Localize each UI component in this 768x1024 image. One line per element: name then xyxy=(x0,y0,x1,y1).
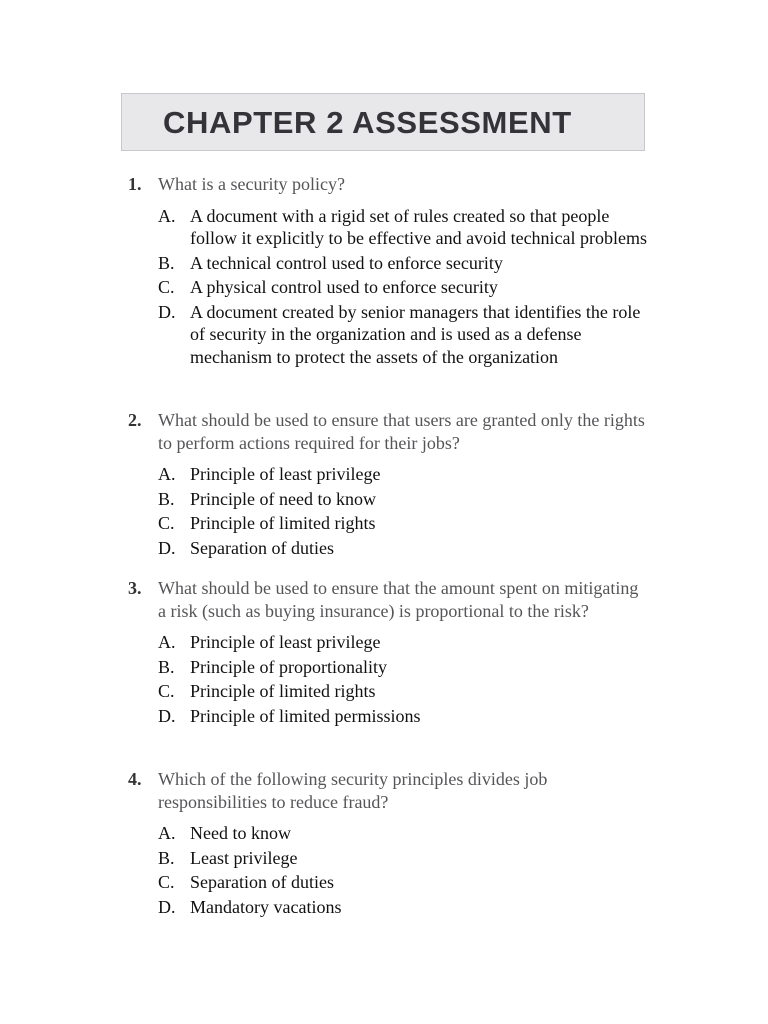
option-letter: A. xyxy=(158,205,176,226)
answer-option-b xyxy=(128,488,648,511)
answer-option-b xyxy=(128,847,648,870)
question-stem xyxy=(128,173,648,196)
question-2 xyxy=(128,409,648,561)
option-text: A technical control used to enforce security xyxy=(190,252,503,273)
option-letter: C. xyxy=(158,513,175,533)
option-text: Mandatory vacations xyxy=(190,896,342,917)
option-text: Principle of least privilege xyxy=(190,632,381,652)
answer-option-a xyxy=(128,463,648,486)
chapter-title-banner xyxy=(121,93,645,151)
answer-option-c xyxy=(128,276,648,299)
option-letter: B. xyxy=(158,252,175,273)
answer-options xyxy=(128,205,648,369)
answer-option-c xyxy=(128,512,648,535)
answer-option-c xyxy=(128,871,648,894)
option-text: A document with a rigid set of rules created so that people follow it explicitly to be effective and avoid technical problems xyxy=(190,205,648,248)
question-number: 4. xyxy=(128,769,142,789)
answer-option-a xyxy=(128,631,648,654)
answer-option-d xyxy=(128,896,648,919)
option-text: A physical control used to enforce security xyxy=(190,277,498,297)
answer-option-b xyxy=(128,656,648,679)
answer-option-b xyxy=(128,252,648,275)
question-number: 1. xyxy=(128,174,142,194)
option-letter: C. xyxy=(158,872,175,892)
question-4 xyxy=(128,768,648,920)
option-text: Least privilege xyxy=(190,847,298,868)
question-text: What is a security policy? xyxy=(158,174,345,194)
question-3 xyxy=(128,577,648,729)
option-letter: C. xyxy=(158,277,175,297)
answer-option-a xyxy=(128,205,648,250)
answer-option-a xyxy=(128,822,648,845)
answer-option-d xyxy=(128,301,648,369)
option-letter: A. xyxy=(158,823,176,843)
option-letter: B. xyxy=(158,488,175,509)
option-text: Principle of limited rights xyxy=(190,681,376,701)
question-stem xyxy=(128,577,648,622)
option-letter: A. xyxy=(158,632,176,652)
option-text: Principle of least privilege xyxy=(190,464,381,484)
option-letter: C. xyxy=(158,681,175,701)
question-number: 2. xyxy=(128,410,142,430)
answer-option-d xyxy=(128,537,648,560)
option-text: Principle of need to know xyxy=(190,488,376,509)
question-text: What should be used to ensure that users are granted only the rights to perform actions required for their jobs? xyxy=(158,410,645,453)
option-letter: B. xyxy=(158,847,175,868)
option-text: Principle of limited rights xyxy=(190,513,376,533)
question-text: Which of the following security principles divides job responsibilities to reduce fraud? xyxy=(158,769,548,812)
option-text: Principle of limited permissions xyxy=(190,705,421,726)
answer-options xyxy=(128,631,648,727)
option-letter: D. xyxy=(158,301,176,322)
option-letter: D. xyxy=(158,537,176,558)
option-letter: A. xyxy=(158,464,176,484)
option-letter: D. xyxy=(158,896,176,917)
option-letter: D. xyxy=(158,705,176,726)
option-letter: B. xyxy=(158,656,175,677)
option-text: Separation of duties xyxy=(190,537,334,558)
answer-options xyxy=(128,822,648,918)
chapter-title: CHAPTER 2 ASSESSMENT xyxy=(163,105,572,140)
answer-option-c xyxy=(128,680,648,703)
option-text: Principle of proportionality xyxy=(190,656,387,677)
option-text: Need to know xyxy=(190,823,291,843)
question-number: 3. xyxy=(128,578,142,598)
answer-options xyxy=(128,463,648,559)
option-text: A document created by senior managers that identifies the role of security in the organization and is used as a defense mechanism to protect the assets of the organization xyxy=(190,301,641,367)
question-1 xyxy=(128,173,648,370)
answer-option-d xyxy=(128,705,648,728)
question-text: What should be used to ensure that the amount spent on mitigating a risk (such as buying insurance) is proportional to the risk? xyxy=(158,578,639,621)
option-text: Separation of duties xyxy=(190,872,334,892)
question-stem xyxy=(128,768,648,813)
question-stem xyxy=(128,409,648,454)
